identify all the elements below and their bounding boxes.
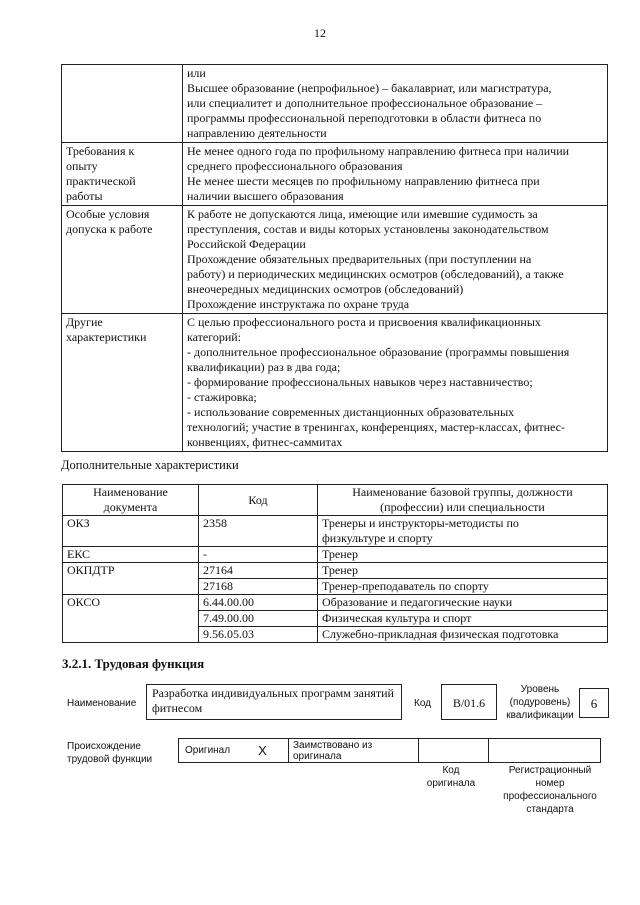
table-row bbox=[62, 65, 608, 143]
code-cell: 6.44.00.00 bbox=[199, 595, 318, 611]
registration-number-cell bbox=[489, 739, 600, 762]
table-row bbox=[63, 627, 608, 643]
function-name-box: Разработка индивидуальных программ занятий фитнесом bbox=[146, 684, 402, 720]
table-row bbox=[63, 579, 608, 595]
base-group-cell: Тренер bbox=[318, 563, 608, 579]
table-row bbox=[62, 206, 608, 314]
labor-function-title: 3.2.1. Трудовая функция bbox=[62, 656, 205, 671]
code-cell: 9.56.05.03 bbox=[199, 627, 318, 643]
base-group-cell: Тренер-преподаватель по спорту bbox=[318, 579, 608, 595]
table-row bbox=[62, 143, 608, 206]
registration-number-caption: Регистрационный номер профессионального стандарта bbox=[503, 765, 597, 815]
document-cell bbox=[63, 611, 199, 627]
header-base-group: Наименование базовой группы, должности (профессии) или специальности bbox=[318, 485, 608, 516]
requirement-content-cell: Не менее одного года по профильному направлению фитнеса при наличии среднего профессионального образования Не менее шести месяцев по профильному направлению фитнеса при наличии высшего образования bbox=[183, 143, 608, 206]
qualification-level-label: Уровень (подуровень) квалификации bbox=[506, 684, 574, 721]
page-number: 12 bbox=[314, 26, 326, 40]
qualification-level-box: 6 bbox=[579, 688, 609, 718]
function-code-box: B/01.6 bbox=[441, 684, 497, 720]
table-row bbox=[63, 595, 608, 611]
code-label: Код bbox=[414, 698, 432, 709]
table-header-row bbox=[63, 485, 608, 516]
code-cell: - bbox=[199, 547, 318, 563]
requirement-label-cell: Другие характеристики bbox=[62, 314, 183, 452]
original-cell bbox=[179, 739, 289, 762]
requirement-content-cell: С целью профессионального роста и присвоения квалификационных категорий: - дополнительное профессиональное образование (программы повышения квалификации) раз в два года; - формирование профессиональных навыков через наставничество; - стажировка; - использование современных дистанционных образовательных технологий; участие в тренингах, конференциях, мастер-классах, фитнес- конвенциях, фитнес-саммитах bbox=[183, 314, 608, 452]
header-code: Код bbox=[199, 485, 318, 516]
requirement-label-cell: Требования к опыту практической работы bbox=[62, 143, 183, 206]
origin-row bbox=[178, 738, 601, 763]
requirement-label-cell bbox=[62, 65, 183, 143]
table-row bbox=[62, 314, 608, 452]
base-group-cell: Тренер bbox=[318, 547, 608, 563]
document-cell: ОКСО bbox=[63, 595, 199, 611]
code-cell: 7.49.00.00 bbox=[199, 611, 318, 627]
name-label: Наименование bbox=[67, 698, 137, 709]
origin-label: Происхождение трудовой функции bbox=[67, 741, 153, 765]
original-code-caption: Код оригинала bbox=[426, 765, 476, 789]
table-row bbox=[63, 547, 608, 563]
original-code-cell bbox=[419, 739, 489, 762]
document-cell bbox=[63, 579, 199, 595]
table-row bbox=[63, 563, 608, 579]
requirement-label-cell: Особые условия допуска к работе bbox=[62, 206, 183, 314]
document-cell: ОКЗ bbox=[63, 516, 199, 547]
document-cell: ОКПДТР bbox=[63, 563, 199, 579]
table-row bbox=[63, 611, 608, 627]
base-group-cell: Тренеры и инструкторы-методисты по физкультуре и спорту bbox=[318, 516, 608, 547]
document-cell bbox=[63, 627, 199, 643]
base-group-cell: Служебно-прикладная физическая подготовка bbox=[318, 627, 608, 643]
table-row bbox=[63, 516, 608, 547]
additional-characteristics-table bbox=[62, 484, 608, 643]
base-group-cell: Образование и педагогические науки bbox=[318, 595, 608, 611]
requirement-content-cell: или Высшее образование (непрофильное) – бакалавриат, или магистратура, или специалитет и дополнительное профессиональное образование – программы профессиональной переподготовки в области фитнеса по направлению деятельности bbox=[183, 65, 608, 143]
document-cell: ЕКС bbox=[63, 547, 199, 563]
base-group-cell: Физическая культура и спорт bbox=[318, 611, 608, 627]
borrowed-cell: Заимствовано из оригинала bbox=[289, 739, 419, 762]
original-mark: X bbox=[258, 743, 267, 758]
additional-characteristics-title: Дополнительные характеристики bbox=[61, 458, 239, 472]
requirements-table bbox=[61, 64, 608, 452]
header-document-name: Наименование документа bbox=[63, 485, 199, 516]
code-cell: 27164 bbox=[199, 563, 318, 579]
original-label: Оригинал bbox=[185, 745, 231, 756]
code-cell: 2358 bbox=[199, 516, 318, 547]
requirement-content-cell: К работе не допускаются лица, имеющие или имевшие судимость за преступления, состав и виды которых установлены законодательством Российской Федерации Прохождение обязательных предварительных (при поступлении на работу) и периодических медицинских осмотров (обследований), а также внеочередных медицинских осмотров (обследований) Прохождение инструктажа по охране труда bbox=[183, 206, 608, 314]
code-cell: 27168 bbox=[199, 579, 318, 595]
